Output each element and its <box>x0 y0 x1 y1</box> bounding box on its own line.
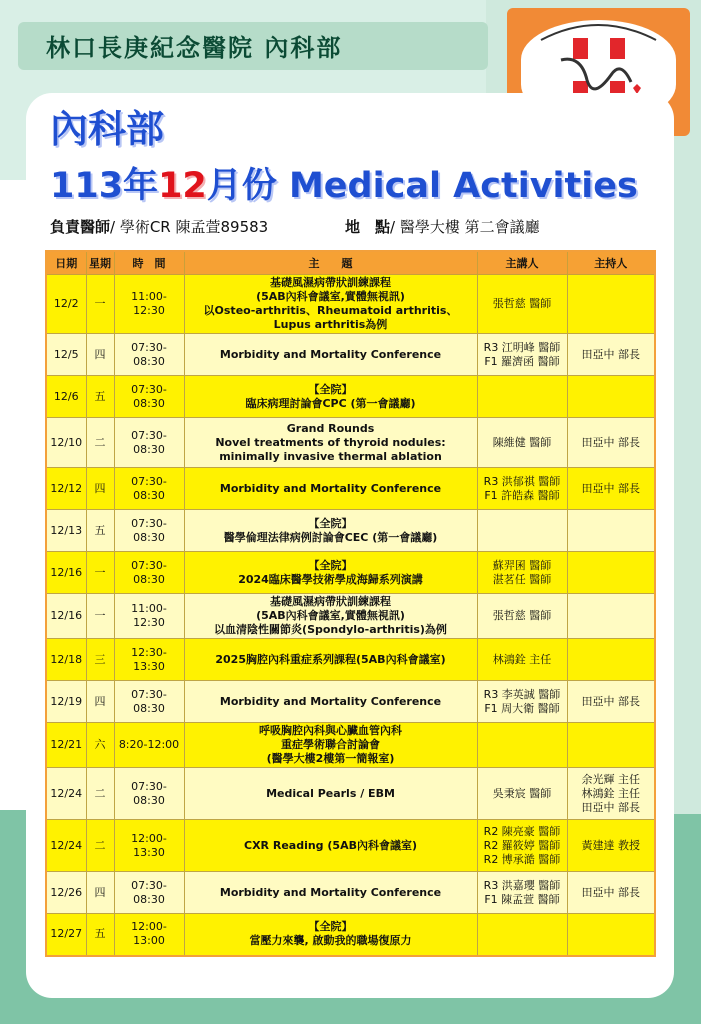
cell-topic <box>184 552 477 594</box>
cell-topic-line: Morbidity and Mortality Conference <box>219 885 442 899</box>
cell-speaker-line: 張哲慈 醫師 <box>492 609 552 622</box>
table-row <box>46 334 655 376</box>
cell-date: 12/5 <box>46 334 86 376</box>
cell-host <box>567 872 655 914</box>
cell-time: 07:30-08:30 <box>114 552 184 594</box>
title-year: 113年 <box>50 166 159 206</box>
table-row <box>46 275 655 334</box>
cell-topic <box>184 872 477 914</box>
cell-speaker-line: 湛茗任 醫師 <box>492 572 552 586</box>
cell-time: 07:30-08:30 <box>114 510 184 552</box>
responsible-info <box>50 216 268 237</box>
cell-topic-line: 以Osteo-arthritis、Rheumatoid arthritis、Lupus arthritis為例 <box>203 304 458 331</box>
cell-host <box>567 275 655 334</box>
cell-host <box>567 376 655 418</box>
cell-time: 11:00-12:30 <box>114 275 184 334</box>
cell-speaker <box>477 768 567 820</box>
cell-weekday: 二 <box>86 820 114 872</box>
cell-host <box>567 468 655 510</box>
cell-speaker <box>477 914 567 956</box>
cell-topic-line: 基礎風濕病帶狀訓練課程 <box>270 595 391 608</box>
cell-weekday: 六 <box>86 723 114 768</box>
cell-date: 12/13 <box>46 510 86 552</box>
cell-topic <box>184 820 477 872</box>
schedule-title <box>50 158 638 208</box>
cell-time: 07:30-08:30 <box>114 468 184 510</box>
cell-time: 07:30-08:30 <box>114 376 184 418</box>
location-label: 地 點 <box>345 218 391 236</box>
cell-speaker-line: 吳秉宸 醫師 <box>492 786 552 800</box>
table-row <box>46 768 655 820</box>
cell-speaker <box>477 552 567 594</box>
table-row <box>46 510 655 552</box>
cell-topic-line: 基礎風濕病帶狀訓練課程 <box>270 276 391 289</box>
column-header-host: 主持人 <box>567 251 655 275</box>
cell-host <box>567 820 655 872</box>
cell-topic-line: 以血清陰性關節炎(Spondylo-arthritis)為例 <box>214 623 447 636</box>
cell-host <box>567 768 655 820</box>
cell-speaker-line: 張哲慈 醫師 <box>492 297 552 310</box>
cell-time: 8:20-12:00 <box>114 723 184 768</box>
cell-topic-line: 2025胸腔內科重症系列課程(5AB內科會議室) <box>215 652 446 666</box>
cell-weekday: 三 <box>86 639 114 681</box>
location-info <box>345 216 540 237</box>
cell-topic <box>184 914 477 956</box>
cell-weekday: 二 <box>86 418 114 468</box>
cell-speaker <box>477 872 567 914</box>
cell-date: 12/16 <box>46 594 86 639</box>
cell-date: 12/12 <box>46 468 86 510</box>
cell-date: 12/21 <box>46 723 86 768</box>
column-header-weekday: 星期 <box>86 251 114 275</box>
cell-time: 12:00-13:30 <box>114 820 184 872</box>
table-row <box>46 639 655 681</box>
cell-speaker <box>477 723 567 768</box>
cell-host <box>567 639 655 681</box>
cell-speaker <box>477 820 567 872</box>
table-row <box>46 552 655 594</box>
cell-topic-line: Morbidity and Mortality Conference <box>219 347 442 361</box>
table-row <box>46 820 655 872</box>
cell-speaker <box>477 681 567 723</box>
column-header-topic: 主 題 <box>184 251 477 275</box>
table-row <box>46 723 655 768</box>
cell-host <box>567 594 655 639</box>
table-row <box>46 914 655 956</box>
cell-speaker-line: R2 陳亮豪 醫師 <box>483 824 561 838</box>
cell-topic-line: 【全院】 <box>308 920 353 934</box>
cell-topic <box>184 468 477 510</box>
cell-weekday: 四 <box>86 334 114 376</box>
cell-host <box>567 334 655 376</box>
cell-topic-line: 【全院】 <box>308 516 353 530</box>
cell-topic-line: minimally invasive thermal ablation <box>219 449 442 463</box>
cell-host <box>567 418 655 468</box>
cell-time: 07:30-08:30 <box>114 334 184 376</box>
cell-weekday: 二 <box>86 768 114 820</box>
cell-host-line: 余光輝 主任 <box>581 772 640 786</box>
cell-time: 07:30-08:30 <box>114 872 184 914</box>
cell-speaker <box>477 275 567 334</box>
cell-date: 12/19 <box>46 681 86 723</box>
cell-topic <box>184 639 477 681</box>
cell-topic-line: 呼吸胸腔內科與心臟血管內科 <box>259 724 402 737</box>
cell-date: 12/2 <box>46 275 86 334</box>
column-header-speaker: 主講人 <box>477 251 567 275</box>
cell-speaker-line: R3 李英誠 醫師 <box>483 687 561 701</box>
cell-speaker-line: 陳維健 醫師 <box>492 435 552 449</box>
cell-topic <box>184 275 477 334</box>
cell-host-line: 田亞中 部長 <box>581 800 640 814</box>
cell-date: 12/27 <box>46 914 86 956</box>
cell-topic-line: 臨床病理討論會CPC (第一會議廳) <box>245 396 416 410</box>
table-row <box>46 594 655 639</box>
cell-host <box>567 723 655 768</box>
cell-topic-line: 2024臨床醫學技術學成海歸系列演講 <box>238 572 423 586</box>
table-body <box>46 275 655 956</box>
cell-weekday: 四 <box>86 681 114 723</box>
cell-weekday: 一 <box>86 275 114 334</box>
cell-speaker-line: R2 羅筱婷 醫師 <box>483 838 561 852</box>
cell-date: 12/24 <box>46 768 86 820</box>
cell-date: 12/26 <box>46 872 86 914</box>
cell-topic <box>184 418 477 468</box>
cell-topic-line: Medical Pearls / EBM <box>266 786 395 800</box>
responsible-value: / 學術CR 陳孟萱89583 <box>110 218 269 236</box>
cell-date: 12/18 <box>46 639 86 681</box>
cell-host-line: 田亞中 部長 <box>581 481 640 495</box>
cell-weekday: 一 <box>86 594 114 639</box>
cell-speaker-line: R2 博承澔 醫師 <box>483 852 561 866</box>
cell-topic-line: Grand Rounds <box>286 421 375 435</box>
cell-date: 12/16 <box>46 552 86 594</box>
cell-speaker-line: R3 江明峰 醫師 <box>483 340 561 354</box>
cell-host <box>567 914 655 956</box>
cell-speaker-line: 林鴻銓 主任 <box>492 652 552 666</box>
cell-host-line: 林鴻銓 主任 <box>581 786 640 800</box>
cell-host <box>567 552 655 594</box>
cell-weekday: 五 <box>86 376 114 418</box>
column-header-date: 日期 <box>46 251 86 275</box>
cell-host-line: 黃建達 教授 <box>581 838 640 852</box>
cell-speaker <box>477 510 567 552</box>
column-header-time: 時 間 <box>114 251 184 275</box>
cell-topic-line: 醫學倫理法律病例討論會CEC (第一會議廳) <box>223 530 438 544</box>
cell-weekday: 五 <box>86 914 114 956</box>
cell-speaker <box>477 639 567 681</box>
hospital-title: 林口長庚紀念醫院 內科部 <box>46 34 343 62</box>
table-row <box>46 468 655 510</box>
cell-topic-line: Morbidity and Mortality Conference <box>219 694 442 708</box>
cell-host <box>567 681 655 723</box>
cell-weekday: 一 <box>86 552 114 594</box>
table-row <box>46 681 655 723</box>
cell-topic <box>184 334 477 376</box>
location-value: / 醫學大樓 第二會議廳 <box>390 218 540 236</box>
cell-host-line: 田亞中 部長 <box>581 885 640 899</box>
title-month: 12 <box>158 166 207 206</box>
cell-date: 12/6 <box>46 376 86 418</box>
cell-speaker-line: 蘇羿囷 醫師 <box>492 558 552 572</box>
cell-topic-line: (醫學大樓2樓第一簡報室) <box>266 752 395 765</box>
title-rest: 月份 Medical Activities <box>206 166 638 206</box>
cell-date: 12/10 <box>46 418 86 468</box>
department-heading: 內科部 <box>50 107 165 151</box>
cell-speaker-line: F1 陳孟萱 醫師 <box>484 892 560 906</box>
cell-topic-line: 【全院】 <box>308 558 353 572</box>
cell-topic-line: CXR Reading (5AB內科會議室) <box>244 838 417 852</box>
cell-topic <box>184 723 477 768</box>
cell-topic <box>184 594 477 639</box>
cell-time: 12:30-13:30 <box>114 639 184 681</box>
cell-weekday: 四 <box>86 468 114 510</box>
cell-speaker-line: F1 許皓森 醫師 <box>484 488 560 502</box>
cell-topic-line: Morbidity and Mortality Conference <box>219 481 442 495</box>
table-row <box>46 872 655 914</box>
cell-time: 07:30-08:30 <box>114 681 184 723</box>
cell-host-line: 田亞中 部長 <box>581 347 640 361</box>
cell-speaker <box>477 594 567 639</box>
cell-speaker <box>477 418 567 468</box>
table-row <box>46 376 655 418</box>
cell-topic-line: 重症學術聯合討論會 <box>281 738 380 751</box>
cell-topic-line: 當壓力來襲, 啟動我的職場復原力 <box>249 934 412 948</box>
responsible-label: 負責醫師 <box>50 218 111 236</box>
cell-topic <box>184 681 477 723</box>
cell-weekday: 五 <box>86 510 114 552</box>
cell-speaker <box>477 468 567 510</box>
cell-topic-line: (5AB內科會議室,實體無視訊) <box>256 609 405 622</box>
table-row <box>46 418 655 468</box>
cell-speaker-line: R3 洪郁祺 醫師 <box>483 474 561 488</box>
cell-time: 07:30-08:30 <box>114 418 184 468</box>
cell-host-line: 田亞中 部長 <box>581 435 640 449</box>
cell-topic <box>184 376 477 418</box>
cell-host <box>567 510 655 552</box>
cell-speaker-line: F1 羅濟函 醫師 <box>484 354 560 368</box>
cell-time: 07:30-08:30 <box>114 768 184 820</box>
cell-weekday: 四 <box>86 872 114 914</box>
cell-time: 12:00-13:00 <box>114 914 184 956</box>
cell-topic-line: (5AB內科會議室,實體無視訊) <box>256 290 405 303</box>
cell-topic-line: Novel treatments of thyroid nodules: <box>215 435 446 449</box>
cell-speaker <box>477 376 567 418</box>
cell-time: 11:00-12:30 <box>114 594 184 639</box>
cell-topic <box>184 768 477 820</box>
cell-speaker-line: R3 洪嘉瓔 醫師 <box>483 878 561 892</box>
schedule-table <box>45 250 656 957</box>
table-header-row <box>46 251 655 275</box>
cell-topic-line: 【全院】 <box>308 382 353 396</box>
cell-speaker <box>477 334 567 376</box>
cell-date: 12/24 <box>46 820 86 872</box>
cell-speaker-line: F1 周大衛 醫師 <box>484 701 560 715</box>
cell-topic <box>184 510 477 552</box>
cell-host-line: 田亞中 部長 <box>581 694 640 708</box>
